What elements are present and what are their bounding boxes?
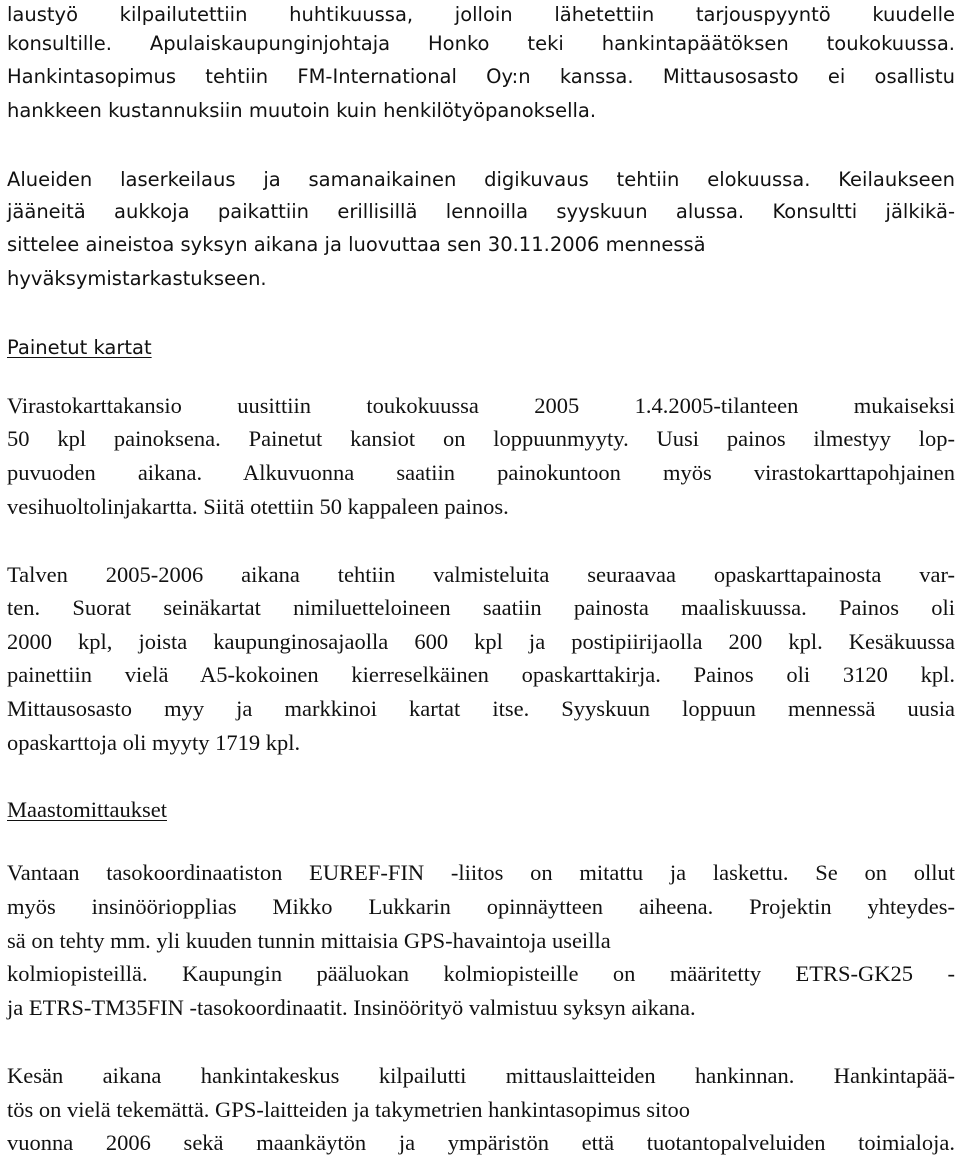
paragraph-line: laustyö kilpailutettiin huhtikuussa, jolloin lähetettiin tarjouspyyntö kuudelle: [7, 3, 955, 26]
paragraph-line: Hankintasopimus tehtiin FM-International Oy:n kanssa. Mittausosasto ei osallistu: [7, 65, 955, 88]
paragraph-line: Vantaan tasokoordinaatiston EUREF-FIN -liitos on mitattu ja laskettu. Se on ollut: [7, 860, 955, 885]
paragraph-line: konsultille. Apulaiskaupunginjohtaja Honko teki hankintapäätöksen toukokuussa.: [7, 32, 955, 55]
paragraph-line: sittelee aineistoa syksyn aikana ja luovuttaa sen 30.11.2006 mennessä: [7, 233, 706, 256]
paragraph-line: 2000 kpl, joista kaupunginosajaolla 600 kpl ja postipiirijaolla 200 kpl. Kesäkuussa: [7, 629, 955, 654]
paragraph-line: tös on vielä tekemättä. GPS-laitteiden ja takymetrien hankintasopimus sitoo: [7, 1097, 690, 1122]
paragraph-line: kolmiopisteillä. Kaupungin pääluokan kolmiopisteille on määritetty ETRS-GK25 -: [7, 961, 955, 986]
section-heading-maastomittaukset: Maastomittaukset: [7, 797, 167, 822]
paragraph-line: sä on tehty mm. yli kuuden tunnin mittaisia GPS-havaintoja useilla: [7, 928, 611, 953]
paragraph-line: Kesän aikana hankintakeskus kilpailutti mittauslaitteiden hankinnan. Hankintapää-: [7, 1063, 955, 1088]
paragraph-line: puvuoden aikana. Alkuvuonna saatiin painokuntoon myös virastokarttapohjainen: [7, 460, 955, 485]
paragraph-line: Mittausosasto myy ja markkinoi kartat itse. Syyskuun loppuun mennessä uusia: [7, 696, 955, 721]
section-heading-painetut-kartat: Painetut kartat: [7, 336, 152, 359]
paragraph-line: ten. Suorat seinäkartat nimiluetteloineen saatiin painosta maaliskuussa. Painos oli: [7, 595, 955, 620]
paragraph-line: Talven 2005-2006 aikana tehtiin valmisteluita seuraavaa opaskarttapainosta var-: [7, 562, 955, 587]
paragraph-line: vuonna 2006 sekä maankäytön ja ympäristön että tuotantopalveluiden toimialoja.: [7, 1130, 955, 1155]
paragraph-line: hankkeen kustannuksiin muutoin kuin henkilötyöpanoksella.: [7, 99, 597, 122]
paragraph-line: jääneitä aukkoja paikattiin erillisillä lennoilla syyskuun alussa. Konsultti jälkikä-: [7, 200, 955, 223]
paragraph-line: painettiin vielä A5-kokoinen kierreselkäinen opaskarttakirja. Painos oli 3120 kpl.: [7, 662, 955, 687]
paragraph-line: 50 kpl painoksena. Painetut kansiot on loppuunmyyty. Uusi painos ilmestyy lop-: [7, 426, 955, 451]
paragraph-line: vesihuoltolinjakartta. Siitä otettiin 50 kappaleen painos.: [7, 494, 509, 519]
paragraph-line: opaskarttoja oli myyty 1719 kpl.: [7, 730, 301, 755]
paragraph-line: myös insinööriopplias Mikko Lukkarin opinnäytteen aiheena. Projektin yhteydes-: [7, 894, 955, 919]
paragraph-line: ja ETRS-TM35FIN -tasokoordinaatit. Insinöörityö valmistuu syksyn aikana.: [7, 995, 696, 1020]
paragraph-line: Virastokarttakansio uusittiin toukokuussa 2005 1.4.2005-tilanteen mukaiseksi: [7, 393, 955, 418]
paragraph-line: hyväksymistarkastukseen.: [7, 267, 267, 290]
paragraph-line: Alueiden laserkeilaus ja samanaikainen digikuvaus tehtiin elokuussa. Keilaukseen: [7, 168, 955, 191]
